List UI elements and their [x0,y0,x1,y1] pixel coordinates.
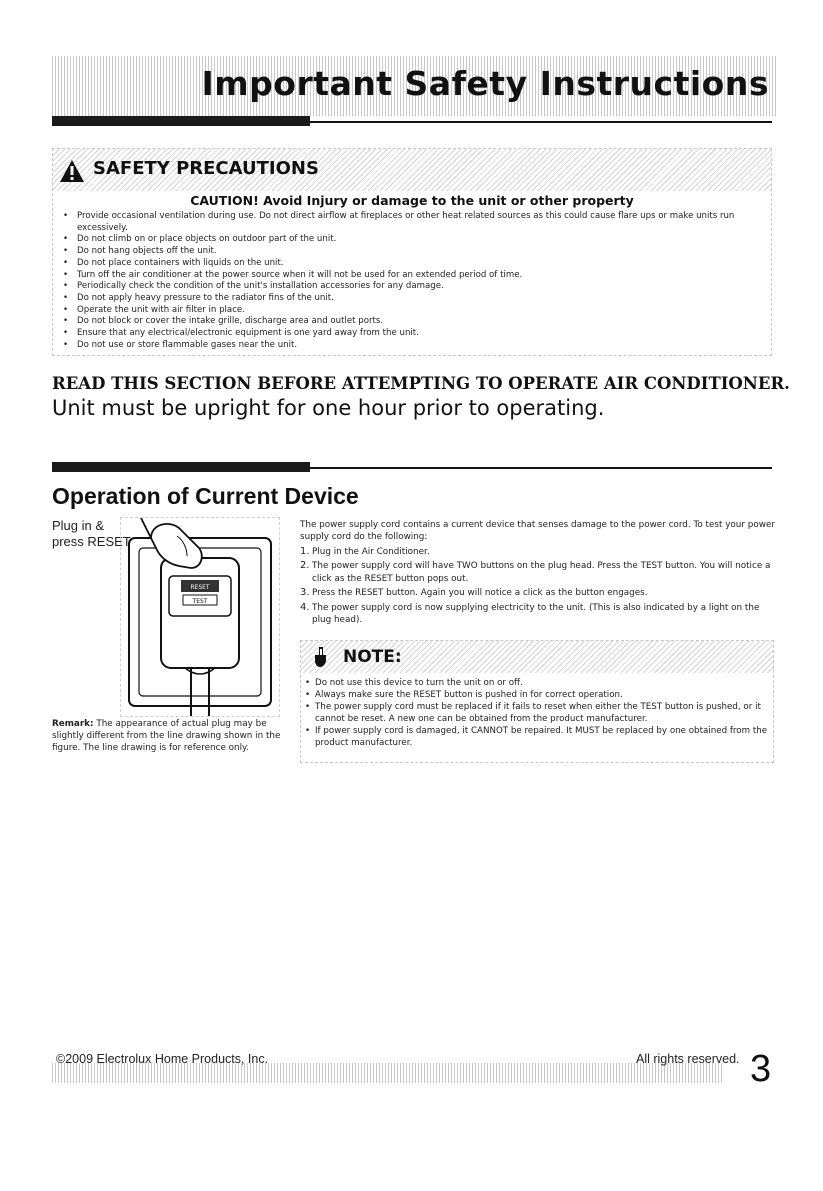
list-item: • Provide occasional ventilation during use. Do not direct airflow at fireplaces or other heat related sources as this could cause flare ups or make units run excessively. [63,211,768,234]
list-item: • Do not hang objects off the unit. [63,246,768,258]
step-number: 2. [300,560,310,572]
plug-figure [120,517,280,717]
warning-triangle-icon [59,159,85,183]
list-item: • Ensure that any electrical/electronic equipment is one yard away from the unit. [63,328,768,340]
note-list [305,677,771,749]
list-item: • Do not use this device to turn the unit on or off. [305,677,771,689]
step-number: 4. [300,601,310,613]
list-item: • Do not block or cover the intake grille, discharge area and outlet ports. [63,316,768,328]
step-text: The power supply cord will have TWO buttons on the plug head. Press the TEST button. You will notice a click as the RESET button pops out. [312,561,771,584]
list-item: • The power supply cord must be replaced if it fails to reset when either the TEST button is pushed, or it cannot be reset. A new one can be obtained from the product manufacturer. [305,701,771,725]
list-item: • Do not place containers with liquids on the unit. [63,258,768,270]
list-item: • Do not use or store flammable gases near the unit. [63,340,768,352]
step-text: Press the RESET button. Again you will notice a click as the button engages. [312,588,648,599]
operation-intro: The power supply cord contains a current device that senses damage to the power cord. To test your power supply cord do the following: [300,520,775,543]
list-item [300,546,775,558]
title-band [52,56,777,116]
note-box [300,640,774,763]
plug-illustration [121,518,279,716]
list-item: • Operate the unit with air filter in place. [63,305,768,317]
step-number: 3. [300,587,310,599]
remark-label: Remark: [52,719,94,729]
safety-precautions-box [52,148,772,356]
operation-steps [300,546,775,628]
list-item [300,587,775,599]
step-text: The power supply cord is now supplying electricity to the unit. (This is also indicated by a light on the plug head). [312,602,760,626]
safety-header [53,149,771,191]
note-hand-icon [311,646,331,668]
operation-title: Operation of Current Device [52,483,359,509]
remark-text: The appearance of actual plug may be slightly different from the line drawing shown in the figure. The line drawing is for reference only. [52,719,281,753]
step-number: 1. [300,546,310,557]
section-rule [52,467,772,469]
list-item: • Do not apply heavy pressure to the radiator fins of the unit. [63,293,768,305]
title-rule [52,121,772,123]
plug-label-line2: press RESET [52,534,131,549]
list-item: • Do not climb on or place objects on outdoor part of the unit. [63,234,768,246]
read-section-warning: READ THIS SECTION BEFORE ATTEMPTING TO OPERATE AIR CONDITIONER. [52,374,790,393]
page-number: 3 [750,1048,772,1090]
plug-label [52,518,131,550]
reset-text: RESET [190,584,210,591]
caution-line: CAUTION! Avoid Injury or damage to the unit or other property [190,193,634,208]
test-text: TEST [192,598,208,605]
safety-heading: SAFETY PRECAUTIONS [93,158,319,179]
footer-band [52,1063,724,1083]
list-item [300,560,775,585]
plug-label-line1: Plug in & [52,518,105,533]
safety-list [63,211,768,351]
rights-reserved: All rights reserved. [636,1052,740,1066]
list-item: • Periodically check the condition of the unit's installation accessories for any damage. [63,281,768,293]
upright-notice: Unit must be upright for one hour prior to operating. [52,396,605,420]
page-title: Important Safety Instructions [201,64,769,103]
copyright: ©2009 Electrolux Home Products, Inc. [56,1052,269,1066]
list-item: • If power supply cord is damaged, it CANNOT be repaired. It MUST be replaced by one obtained from the product manufacturer. [305,725,771,749]
remark [52,718,292,754]
list-item [300,602,775,627]
list-item: • Turn off the air conditioner at the power source when it will not be used for an extended period of time. [63,270,768,282]
note-heading: NOTE: [343,647,402,667]
step-text: Plug in the Air Conditioner. [312,547,430,557]
list-item: • Always make sure the RESET button is pushed in for correct operation. [305,689,771,701]
note-header [301,641,773,673]
